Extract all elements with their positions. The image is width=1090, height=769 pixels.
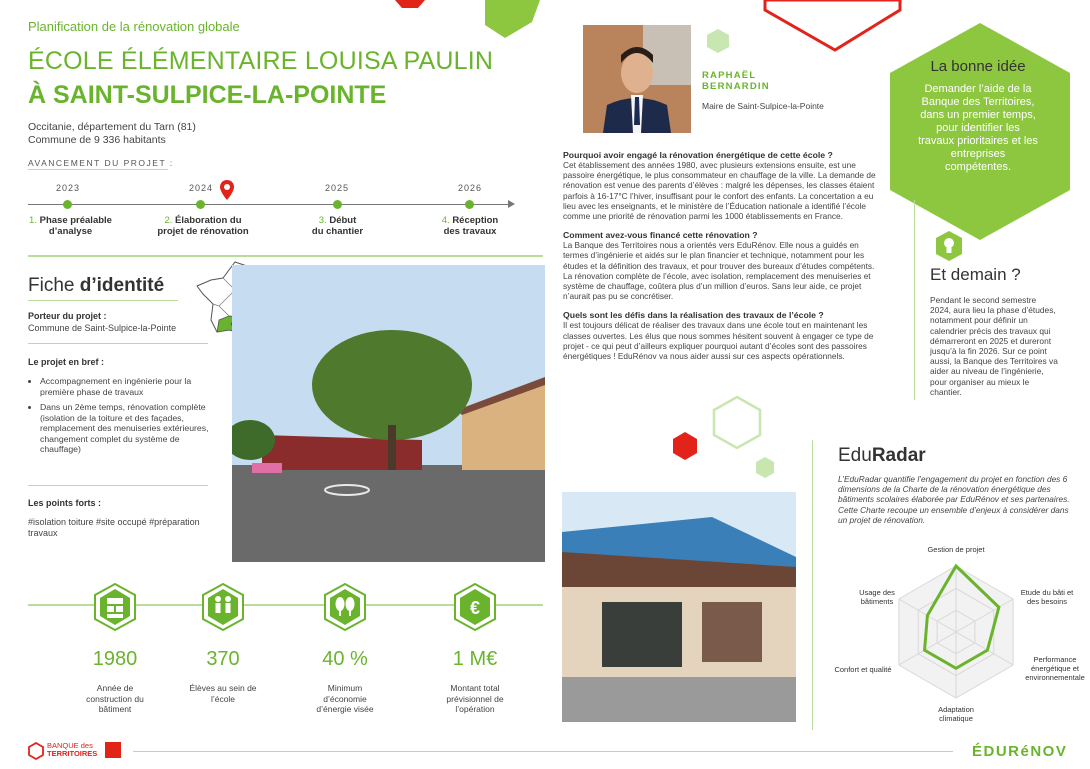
answer: Il est toujours délicat de réaliser des travaux dans une école tout en maintenant les classes ouvertes. Les élus que nous sommes hésitent souvent à engager ce type de projet - ce qui peut d’ailleurs expliquer pourquoi autant d’écoles sont des passoires énergétiques ! EduRénov va nous aider aussi sur ces aspects opérationnels. bbox=[563, 320, 874, 362]
bricks-icon bbox=[93, 582, 137, 637]
eduradar-text: L’EduRadar quantifie l’engagement du projet en fonction des 6 dimensions de la Charte de la rénovation énergétique des bâtiments scolaires élaborée par EduRénov et ses partenaires. Cette Charte recoupe un ensemble d’enjeux à considérer dans un projet de rénovation. bbox=[838, 474, 1070, 525]
divider bbox=[28, 343, 208, 344]
radar-axis-label: Etude du bâti et des besoins bbox=[1020, 588, 1074, 606]
bonne-idee-box bbox=[918, 58, 1038, 174]
banque-territoires-logo bbox=[47, 742, 97, 758]
stat-value: 370 bbox=[206, 648, 240, 670]
school-entrance-illustration bbox=[562, 492, 796, 722]
timeline-dot bbox=[63, 200, 72, 209]
timeline-year: 2025 bbox=[325, 183, 350, 193]
children-icon bbox=[201, 582, 245, 637]
question: Quels sont les défis dans la réalisation des travaux de l’école ? bbox=[563, 310, 824, 321]
commune-text: Commune de 9 336 habitants bbox=[28, 134, 166, 146]
qa-block bbox=[563, 150, 883, 361]
school-entrance-photo bbox=[562, 492, 796, 722]
stat-value: 1 M€ bbox=[452, 648, 498, 670]
timeline-step: 1. Phase préalable d’analyse bbox=[29, 215, 112, 237]
divider bbox=[28, 300, 178, 301]
bonne-idee-text: Demander l’aide de la Banque des Territoires, dans un premier temps, pour identifier les travaux prioritaires et les entreprises compétentes. bbox=[918, 83, 1038, 173]
interviewee-role: Maire de Saint-Sulpice-la-Pointe bbox=[702, 101, 824, 111]
forts-label: Les points forts : bbox=[28, 498, 102, 508]
footer-divider bbox=[133, 751, 953, 752]
porteur-label: Porteur du projet : bbox=[28, 311, 107, 321]
question: Comment avez-vous financé cette rénovation ? bbox=[563, 230, 758, 241]
timeline-dot bbox=[333, 200, 342, 209]
demain-text: Pendant le second semestre 2024, aura lieu la phase d’études, notamment pour définir un calendrier précis des travaux qui démarreront en 2025 et dureront jusqu’à la fin 2026. Sur ce point aussi, la Banque des Territoires va aider au niveau de l’ingénierie, pour organiser au mieux le chantier. bbox=[930, 295, 1058, 397]
radar-axis-label: Gestion de projet bbox=[927, 545, 985, 554]
portrait-illustration bbox=[583, 25, 691, 133]
page-title-line1: ÉCOLE ÉLÉMENTAIRE LOUISA PAULIN bbox=[28, 47, 494, 75]
logo-text: TERRITOIRES bbox=[47, 749, 98, 758]
bref-list bbox=[28, 376, 220, 460]
timeline-arrow-icon bbox=[508, 200, 515, 208]
eduradar-title: EduRadar bbox=[838, 445, 926, 466]
stat-label: Montant total prévisionnel de l’opération bbox=[446, 683, 504, 714]
divider bbox=[28, 255, 543, 257]
divider-vertical bbox=[812, 440, 813, 730]
question: Pourquoi avoir engagé la rénovation énergétique de cette école ? bbox=[563, 150, 833, 160]
svg-text:€: € bbox=[469, 598, 481, 618]
caisse-depots-logo-icon bbox=[105, 742, 121, 758]
porteur-value: Commune de Saint-Sulpice-la-Pointe bbox=[28, 323, 177, 333]
banque-territoires-logo-icon bbox=[28, 742, 44, 760]
fiche-title: Fiche d’identité bbox=[28, 275, 165, 296]
stat-label: Minimum d’économie d’énergie visée bbox=[316, 683, 374, 714]
location-pin-icon bbox=[220, 180, 234, 200]
divider bbox=[28, 485, 208, 486]
location-text: Occitanie, département du Tarn (81) bbox=[28, 121, 196, 133]
page-subtitle: Planification de la rénovation globale bbox=[28, 19, 240, 34]
stat-value: 1980 bbox=[92, 648, 138, 670]
timeline-year: 2026 bbox=[458, 183, 483, 193]
answer: La Banque des Territoires nous a orientés vers EduRénov. Elle nous a guidés en termes d’ingénierie et aidés sur le plan financier et technique, notamment pour les études et la définition des travaux, et pour trouver des bureaux d’études compétents. La rénovation complète de l’école, avec isolation, remplacement des menuiseries et système de chauffage, coûtera plus d’un million d’euros. Sans leur aide, ce projet n’aurait pas pu se concrétiser. bbox=[563, 240, 875, 302]
school-yard-illustration bbox=[232, 265, 545, 562]
bref-label: Le projet en bref : bbox=[28, 357, 105, 367]
school-photo bbox=[232, 265, 545, 562]
divider-vertical bbox=[914, 200, 915, 400]
location-block bbox=[28, 121, 196, 147]
answer: Cet établissement des années 1980, avec plusieurs extensions ensuite, est une passoire énergétique, le plus consommateur en chauffage de la ville. La demande de rénovation est venue des parents d’élèves : malgré les dépenses, les classes étaient parfois à 16-17°C l’hiver, insuffisant pour le confort des enfants. La concertation a eu lieu avec les enseignants, et le ministère de l’Éducation nationale a identifié l’école comme une priorité de rénovation parmi les 1000 établissements en France. bbox=[563, 160, 876, 222]
decor-hexagons-middle bbox=[660, 395, 790, 485]
forts-value: #isolation toiture #site occupé #préparation travaux bbox=[28, 517, 200, 538]
radar-axis-label: Usage des bâtiments bbox=[859, 588, 895, 606]
list-item: • Accompagnement en ingénierie pour la première phase de travaux bbox=[40, 376, 220, 397]
interviewee-name: RAPHAËL BERNARDIN bbox=[702, 70, 770, 92]
demain-title: Et demain ? bbox=[930, 265, 1021, 284]
logo-text: BANQUE des bbox=[47, 741, 93, 750]
timeline-dot bbox=[196, 200, 205, 209]
stat-label: Élèves au sein de l’école bbox=[189, 683, 257, 704]
page-title-line2: À SAINT-SULPICE-LA-POINTE bbox=[28, 81, 387, 109]
radar-axis-label: Adaptation climatique bbox=[938, 705, 974, 723]
radar-axis-label: Confort et qualité bbox=[834, 665, 892, 674]
timeline-heading: AVANCEMENT DU PROJET : bbox=[28, 158, 174, 168]
bonne-idee-title: La bonne idée bbox=[930, 58, 1026, 75]
timeline-heading-underline bbox=[28, 169, 168, 170]
timeline-year: 2024 bbox=[189, 183, 214, 193]
list-item: • Dans un 2ème temps, rénovation complète (isolation de la toiture et des façades, remplacement des menuiseries extérieures, changement complet du système de chauffage) bbox=[40, 402, 220, 455]
eduradar-chart bbox=[815, 540, 1090, 735]
stat-label: Année de construction du bâtiment bbox=[86, 683, 144, 714]
lightbulb-icon bbox=[934, 230, 964, 262]
radar-axis-label: Performance énergétique et environnementale bbox=[1025, 655, 1085, 682]
timeline-step: 2. Élaboration du projet de rénovation bbox=[157, 215, 249, 237]
portrait-photo bbox=[583, 25, 691, 133]
timeline-dot bbox=[465, 200, 474, 209]
timeline-line bbox=[28, 204, 510, 205]
euro-icon bbox=[453, 582, 497, 637]
edurenov-logo: ÉDURéNOV bbox=[972, 743, 1068, 760]
timeline-step: 4. Réception des travaux bbox=[441, 215, 499, 237]
timeline-step: 3. Début du chantier bbox=[311, 215, 364, 237]
trees-icon bbox=[323, 582, 367, 637]
timeline-year: 2023 bbox=[56, 183, 81, 193]
stat-value: 40 % bbox=[322, 648, 368, 670]
